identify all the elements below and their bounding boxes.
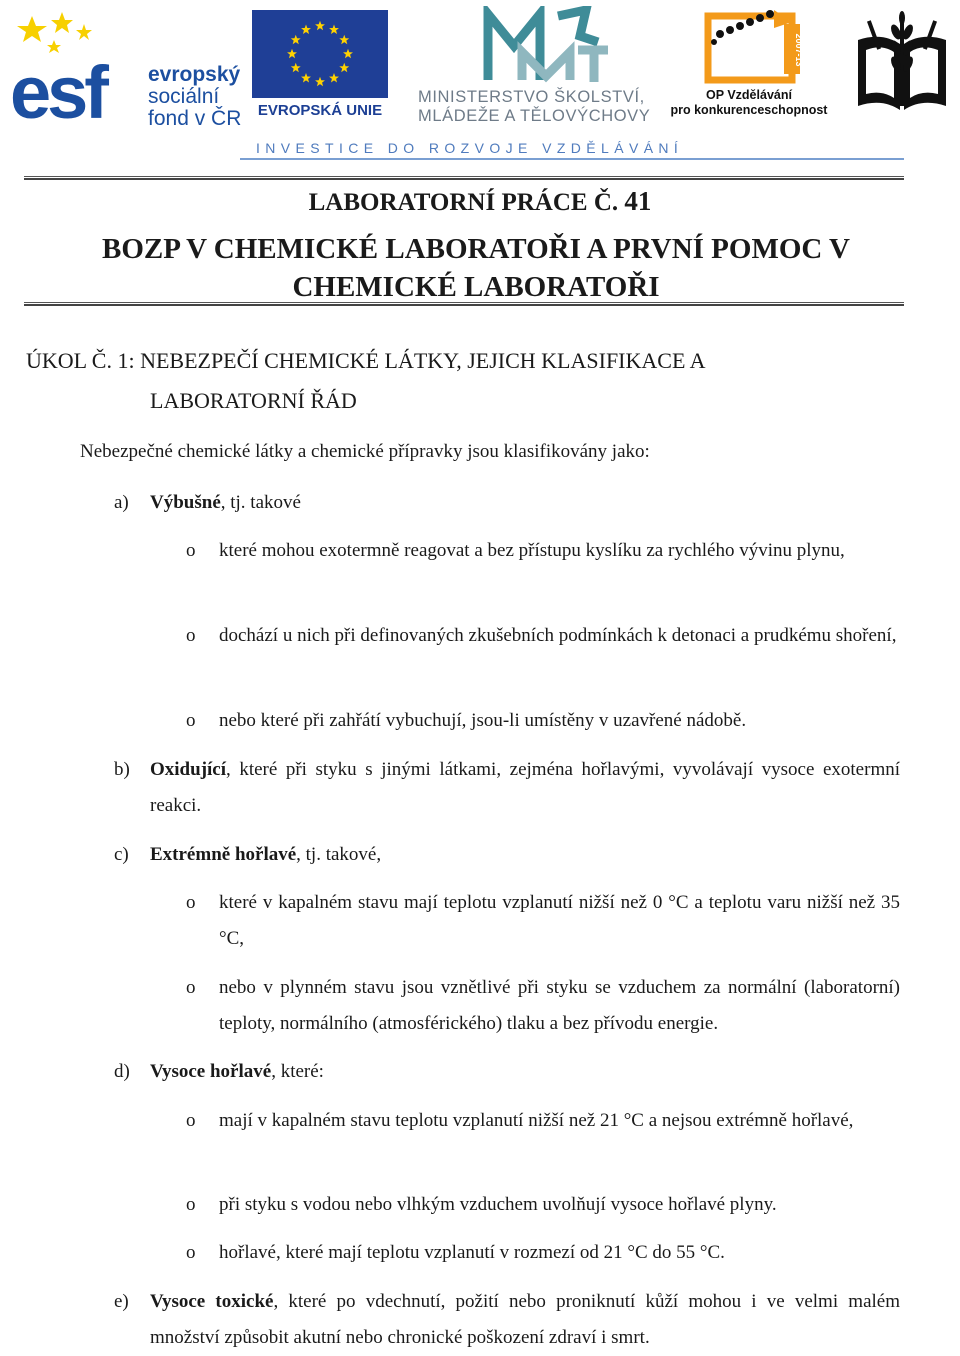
item-e-letter: e) xyxy=(114,1291,129,1312)
item-d-sub-3: hořlavé, které mají teplotu vzplanutí v rozmezí od 21 °C do 55 °C. xyxy=(219,1242,725,1263)
eu-label: EVROPSKÁ UNIE xyxy=(257,102,383,119)
title-rule-top xyxy=(24,176,904,180)
msmt-line2: MLÁDEŽE A TĚLOVÝCHOVY xyxy=(418,107,651,125)
esf-line3: fond v ČR xyxy=(148,107,242,130)
wheat-book-icon xyxy=(852,10,952,115)
item-c-letter: c) xyxy=(114,844,129,865)
op-line1: OP Vzdělávání xyxy=(706,88,792,102)
item-e-term: Vysoce toxické xyxy=(150,1291,274,1312)
title-rule-bottom xyxy=(24,302,904,306)
item-d-letter: d) xyxy=(114,1061,130,1082)
header-divider xyxy=(240,158,904,160)
bullet-marker: o xyxy=(186,710,196,731)
item-d-sub-1: mají v kapalném stavu teplotu vzplanutí nižší než 21 °C a nejsou extrémně hořlavé, xyxy=(219,1110,854,1131)
item-c-text xyxy=(150,837,381,873)
intro-paragraph: Nebezpečné chemické látky a chemické přípravky jsou klasifikovány jako: xyxy=(80,441,650,462)
lab-work-prefix: LABORATORNÍ PRÁCE Č. xyxy=(308,189,619,216)
eu-logo xyxy=(252,10,388,120)
task-heading-line2: LABORATORNÍ ŘÁD xyxy=(150,388,357,413)
item-a-rest: , tj. takové xyxy=(220,492,301,513)
item-b-rest: , které při styku s jinými látkami, zejména hořlavými, vyvolávají vysoce exotermní reakci. xyxy=(150,759,900,816)
item-d-term: Vysoce hořlavé xyxy=(150,1061,272,1082)
bullet-marker: o xyxy=(186,1242,196,1263)
esf-mark: esf xyxy=(10,51,105,120)
esf-line1: evropský xyxy=(148,63,241,86)
esf-logo xyxy=(10,10,242,130)
item-b-term: Oxidující xyxy=(150,759,227,780)
esf-line2: sociální xyxy=(148,85,220,108)
item-a-text xyxy=(150,485,301,521)
op-line2: pro konkurenceschopnost xyxy=(670,103,828,117)
esf-wordmark xyxy=(148,64,241,130)
op-badge: 2007-13 xyxy=(794,33,804,67)
eu-flag-icon xyxy=(252,10,388,98)
item-a-letter: a) xyxy=(114,492,129,513)
item-b-text xyxy=(150,752,900,824)
item-e-text xyxy=(150,1284,900,1356)
item-a-sub-2: dochází u nich při definovaných zkušebních podmínkách k detonaci a prudkému shoření, xyxy=(219,625,897,646)
item-c-sub-1: které v kapalném stavu mají teplotu vzplanutí nižší než 0 °C a teplotu varu nižší než 35 °C, xyxy=(219,892,900,949)
item-d-sub-2: při styku s vodou nebo vlhkým vzduchem uvolňují vysoce hořlavé plyny. xyxy=(219,1194,777,1215)
lab-work-number: 41 xyxy=(624,186,652,216)
header-logos xyxy=(0,0,960,160)
msmt-label xyxy=(418,88,668,126)
op-logo xyxy=(668,8,830,120)
item-c-term: Extrémně hořlavé xyxy=(150,844,297,865)
bullet-marker: o xyxy=(186,977,196,998)
task-heading-line1: ÚKOL Č. 1: NEBEZPEČÍ CHEMICKÉ LÁTKY, JEJICH KLASIFIKACE A xyxy=(26,348,706,373)
msmt-monogram-icon xyxy=(418,6,668,86)
bullet-marker: o xyxy=(186,625,196,646)
item-c-rest: , tj. takové, xyxy=(296,844,382,865)
bullet-marker: o xyxy=(186,540,196,561)
item-d-rest: , které: xyxy=(271,1061,324,1082)
item-b-letter: b) xyxy=(114,759,130,780)
bullet-marker: o xyxy=(186,1194,196,1215)
item-d-text xyxy=(150,1054,324,1090)
item-a-term: Výbušné xyxy=(150,492,221,513)
lab-work-title xyxy=(24,186,936,217)
lab-work-subtitle: BOZP V CHEMICKÉ LABORATOŘI A PRVNÍ POMOC V CHEMICKÉ LABORATOŘI xyxy=(102,233,850,303)
tagline: INVESTICE DO ROZVOJE VZDĚLÁVÁNÍ xyxy=(256,140,684,156)
wheat-book-logo xyxy=(852,10,952,115)
bullet-marker: o xyxy=(186,1110,196,1131)
item-c-sub-2: nebo v plynném stavu jsou vznětlivé při styku se vzduchem za normální (laboratorní) teploty, normálního (atmosférického) tlaku a bez přívodu energie. xyxy=(219,977,900,1034)
item-a-sub-1: které mohou exotermně reagovat a bez přístupu kyslíku za rychlého vývinu plynu, xyxy=(219,540,845,561)
op-label xyxy=(668,88,830,118)
op-emblem-icon xyxy=(668,8,830,88)
bullet-marker: o xyxy=(186,892,196,913)
msmt-logo xyxy=(418,6,668,124)
item-a-sub-3: nebo které při zahřátí vybuchují, jsou-li umístěny v uzavřené nádobě. xyxy=(219,710,747,731)
msmt-line1: MINISTERSTVO ŠKOLSTVÍ, xyxy=(418,88,645,106)
item-e-rest: , které po vdechnutí, požití nebo proniknutí kůží mohou i ve velmi malém množství způsobit akutní nebo chronické poškození zdraví i smrt. xyxy=(150,1291,900,1348)
